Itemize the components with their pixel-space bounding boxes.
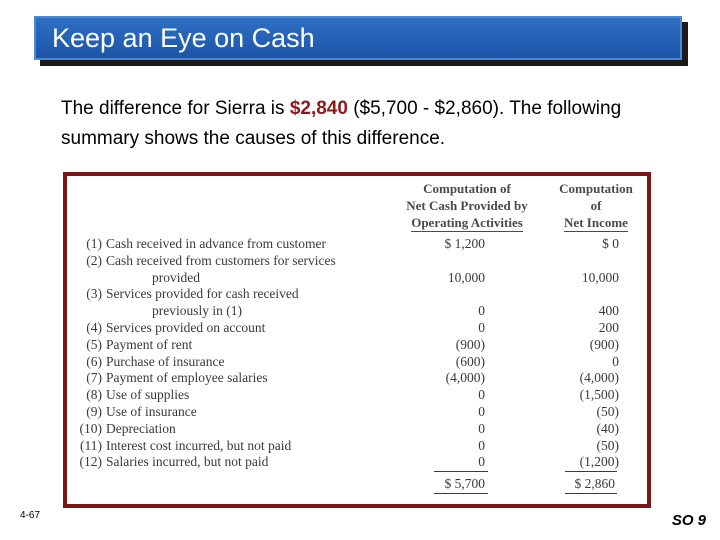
row-description: Use of insurance bbox=[106, 404, 197, 419]
row-income-value: 200 bbox=[598, 320, 619, 335]
row-income-value: $ 0 bbox=[602, 236, 619, 251]
total-rule-cash bbox=[434, 471, 488, 472]
row-income-value: 400 bbox=[598, 303, 619, 319]
row-description-continued: previously in (1) bbox=[152, 303, 242, 319]
row-number: (7) bbox=[86, 370, 102, 386]
row-cash-value: (900) bbox=[455, 336, 485, 352]
table-row bbox=[70, 421, 650, 438]
row-cash-value: (600) bbox=[455, 353, 485, 369]
table-row bbox=[70, 454, 650, 471]
total-rule-income bbox=[565, 471, 617, 472]
intro-text-before: The difference for Sierra is bbox=[61, 98, 290, 119]
table-row bbox=[70, 286, 650, 320]
row-description: Interest cost incurred, but not paid bbox=[106, 437, 292, 453]
row-cash-value: 10,000 bbox=[447, 269, 485, 285]
row-number: (1) bbox=[86, 236, 102, 251]
row-description-continued: provided bbox=[152, 269, 200, 285]
row-description: Use of supplies bbox=[106, 387, 190, 403]
row-description: Salaries incurred, but not paid bbox=[106, 454, 269, 470]
row-number: (5) bbox=[86, 336, 102, 352]
row-number: (2) bbox=[86, 252, 102, 268]
row-cash-value: 0 bbox=[478, 320, 485, 335]
table-row bbox=[70, 370, 650, 387]
table-row bbox=[70, 438, 650, 455]
total-cash: $ 5,700 bbox=[444, 476, 485, 491]
row-income-value: (4,000) bbox=[579, 370, 619, 386]
row-income-value: (1,500) bbox=[579, 387, 619, 403]
table-row bbox=[70, 253, 650, 287]
row-description: Depreciation bbox=[106, 420, 176, 436]
column-header-cash-line3: Operating Activities bbox=[411, 215, 523, 230]
row-number: (12) bbox=[79, 454, 102, 470]
row-description: Cash received in advance from customer bbox=[106, 236, 327, 251]
row-cash-value: 0 bbox=[478, 454, 485, 470]
row-cash-value: 0 bbox=[478, 387, 485, 403]
row-description: Payment of rent bbox=[106, 336, 193, 352]
row-description: Payment of employee salaries bbox=[106, 370, 268, 386]
row-number: (6) bbox=[86, 353, 102, 369]
row-income-value: (900) bbox=[589, 336, 619, 352]
total-double-rule-income bbox=[565, 493, 617, 494]
row-description: Purchase of insurance bbox=[106, 353, 225, 369]
row-income-value: (50) bbox=[596, 437, 619, 453]
row-cash-value: 0 bbox=[478, 420, 485, 436]
row-income-value: (40) bbox=[596, 420, 619, 436]
intro-highlight-amount: $2,840 bbox=[289, 98, 348, 119]
row-cash-value: 0 bbox=[478, 404, 485, 419]
row-cash-value: 0 bbox=[478, 303, 485, 319]
row-income-value: (1,200) bbox=[579, 454, 619, 470]
row-cash-value: (4,000) bbox=[445, 370, 485, 386]
table-row bbox=[70, 354, 650, 371]
row-number: (10) bbox=[79, 420, 102, 436]
row-income-value: 10,000 bbox=[581, 269, 619, 285]
column-header-cash-line2: Net Cash Provided by bbox=[406, 198, 528, 213]
row-number: (8) bbox=[86, 387, 102, 403]
column-header-income-line2: of bbox=[590, 198, 602, 213]
row-description: Services provided on account bbox=[106, 320, 266, 335]
row-description: Services provided for cash received bbox=[106, 286, 299, 302]
row-income-value: 0 bbox=[612, 353, 619, 369]
column-header-income bbox=[548, 180, 644, 232]
row-number: (9) bbox=[86, 404, 102, 419]
total-income: $ 2,860 bbox=[574, 476, 615, 491]
table-row bbox=[70, 236, 650, 253]
table-row bbox=[70, 337, 650, 354]
study-objective-label: SO 9 bbox=[671, 512, 706, 529]
column-header-cash bbox=[386, 180, 548, 232]
row-number: (3) bbox=[86, 286, 102, 302]
slide-title: Keep an Eye on Cash bbox=[52, 23, 315, 53]
column-header-income-line3: Net Income bbox=[564, 215, 628, 230]
row-number: (4) bbox=[86, 320, 102, 335]
row-number: (11) bbox=[80, 437, 102, 453]
row-cash-value: $ 1,200 bbox=[444, 236, 485, 251]
row-description: Cash received from customers for services bbox=[106, 252, 336, 268]
column-header-income-line1: Computation bbox=[559, 181, 633, 196]
table-row bbox=[70, 387, 650, 404]
page-number: 4-67 bbox=[20, 510, 41, 521]
intro-paragraph bbox=[61, 94, 681, 154]
table-row bbox=[70, 404, 650, 421]
table-row bbox=[70, 320, 650, 337]
column-header-cash-line1: Computation of bbox=[423, 181, 511, 196]
intro-text-after: ($5,700 - $2,860). The following summary shows the causes of this difference. bbox=[61, 98, 622, 149]
row-income-value: (50) bbox=[596, 404, 619, 419]
row-cash-value: 0 bbox=[478, 437, 485, 453]
total-double-rule-cash bbox=[434, 493, 488, 494]
